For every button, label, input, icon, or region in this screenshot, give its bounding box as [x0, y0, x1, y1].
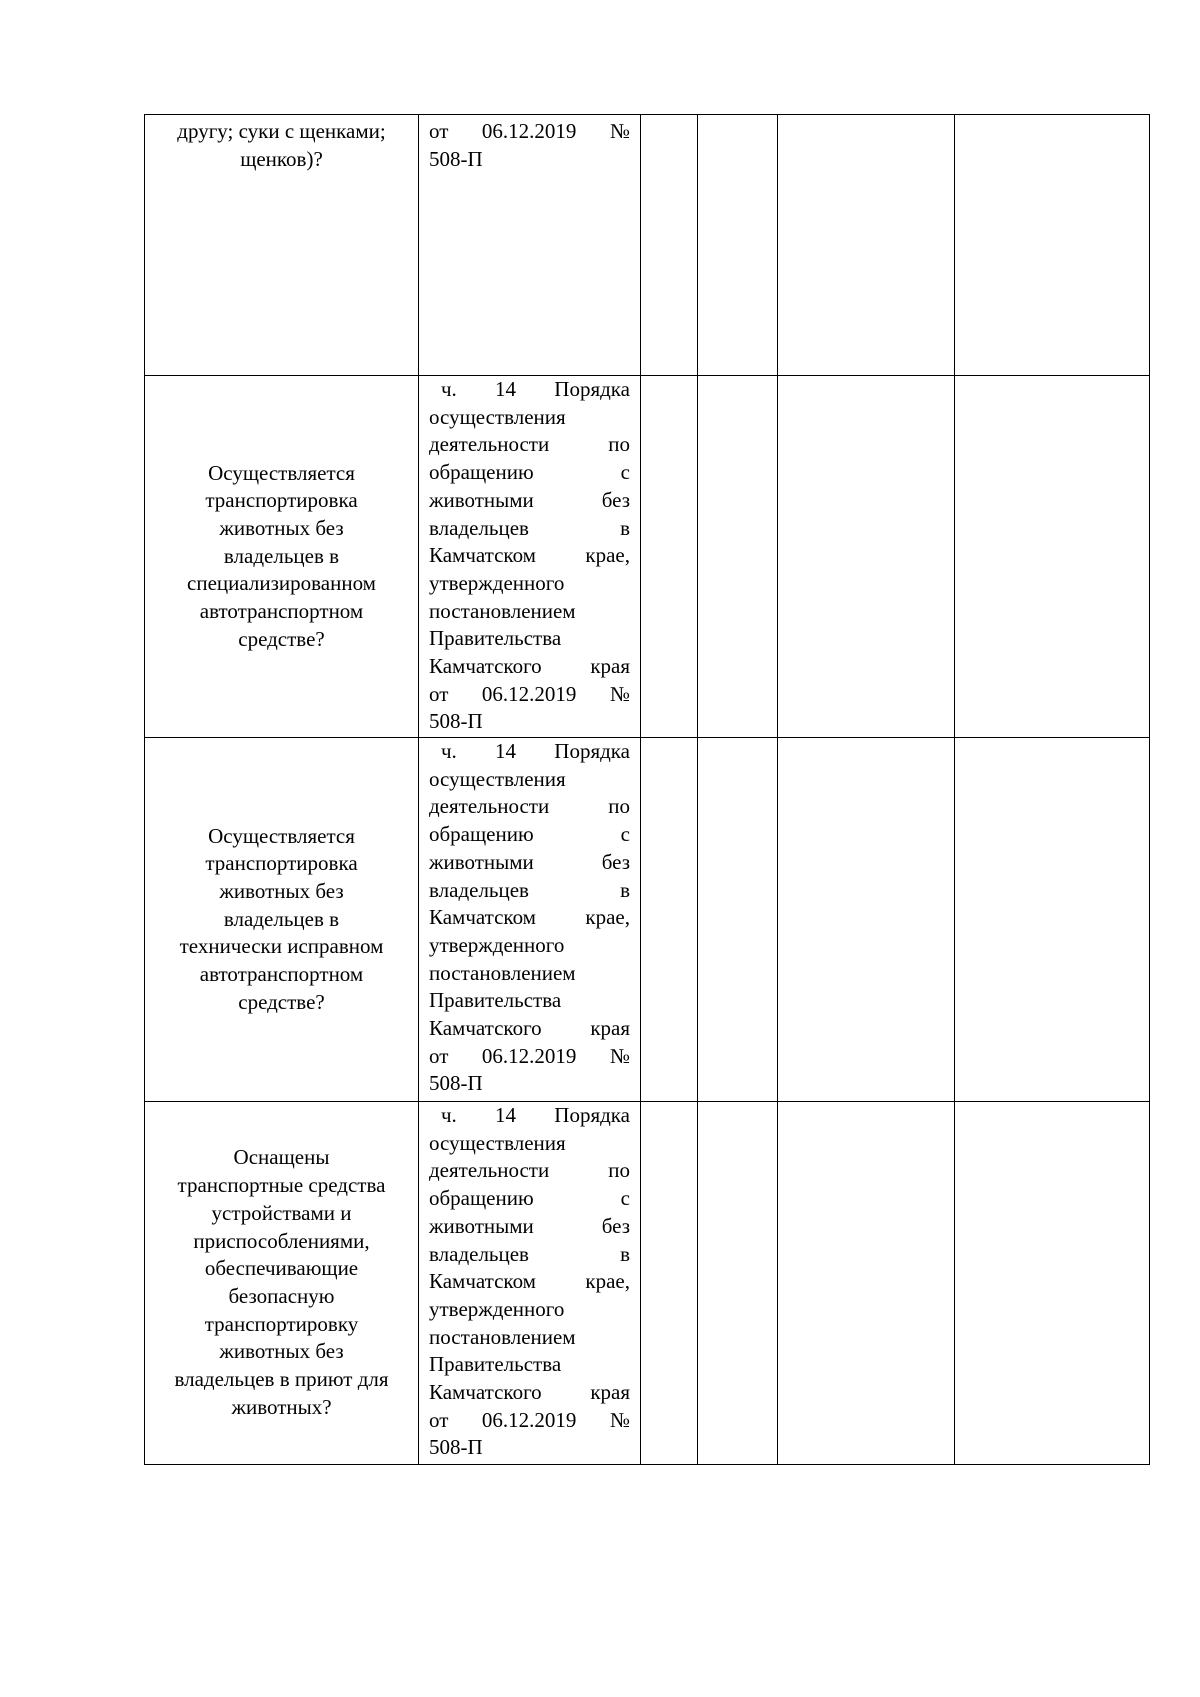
not-applicable-cell[interactable] [778, 115, 955, 376]
legal-basis-line: от 06.12.2019 № [429, 681, 630, 706]
legal-basis-line: Камчатского края [429, 1380, 630, 1405]
question-line: Осуществляется [208, 460, 355, 485]
question-line: устройствами и [211, 1200, 352, 1225]
legal-basis-line: Камчатском крае, [429, 543, 630, 568]
legal-basis-line: утвержденного [429, 570, 565, 595]
question-text [153, 823, 410, 1017]
legal-basis-line: от 06.12.2019 № [429, 1043, 630, 1068]
question-line: владельцев в [223, 543, 340, 568]
checklist-table [144, 114, 1150, 1465]
legal-basis-line: деятельности по [429, 1158, 630, 1183]
answer-yes-cell[interactable] [641, 1102, 698, 1465]
table-row [145, 115, 1150, 376]
legal-basis-line: от 06.12.2019 № [429, 1407, 630, 1432]
table-row [145, 738, 1150, 1102]
legal-basis-line: утвержденного [429, 1296, 565, 1321]
question-line: транспортировка [205, 851, 358, 876]
legal-basis-line: 508-П [429, 709, 483, 734]
legal-basis-line: осуществления [429, 766, 566, 791]
question-line: технически исправном [179, 934, 384, 959]
question-line: транспортировка [205, 488, 358, 513]
question-line: щенков)? [240, 146, 323, 171]
question-line: транспортировку [204, 1311, 359, 1336]
question-line: животных без [219, 515, 344, 540]
legal-basis-line: деятельности по [429, 432, 630, 457]
answer-no-cell[interactable] [698, 1102, 778, 1465]
legal-basis-line: владельцев в [429, 1241, 630, 1266]
question-line: Осуществляется [208, 823, 355, 848]
legal-basis-line: ч. 14 Порядка [441, 377, 630, 401]
table-row [145, 376, 1150, 738]
not-applicable-cell[interactable] [778, 1102, 955, 1465]
question-line: владельцев в [223, 906, 340, 931]
legal-basis-line: Правительства [429, 1352, 562, 1377]
answer-no-cell[interactable] [698, 738, 778, 1102]
legal-basis-line: 508-П [429, 1435, 483, 1460]
question-line: средстве? [238, 989, 325, 1014]
legal-basis-line: Правительства [429, 626, 562, 651]
answer-no-cell[interactable] [698, 376, 778, 738]
legal-basis-line: животными без [429, 487, 630, 512]
question-line: обеспечивающие [204, 1256, 359, 1281]
question-line: безопасную [228, 1284, 335, 1308]
question-cell [145, 1102, 419, 1465]
legal-basis-line: ч. 14 Порядка [441, 1103, 630, 1127]
question-line: средстве? [238, 626, 325, 651]
question-cell [145, 115, 419, 376]
note-cell[interactable] [955, 376, 1150, 738]
answer-yes-cell[interactable] [641, 738, 698, 1102]
question-line: Оснащены [233, 1145, 330, 1170]
legal-basis-cell [419, 738, 641, 1102]
legal-basis-line: постановлением [429, 598, 576, 623]
legal-basis-line: обращению с [429, 1186, 630, 1211]
not-applicable-cell[interactable] [778, 738, 955, 1102]
question-line: животных? [231, 1394, 332, 1419]
legal-basis-line: Камчатского края [429, 1016, 630, 1041]
note-cell[interactable] [955, 115, 1150, 376]
question-line: приспособлениями, [193, 1228, 370, 1253]
question-line: животных без [219, 1339, 344, 1364]
answer-no-cell[interactable] [698, 115, 778, 376]
legal-basis-line: утвержденного [429, 932, 565, 957]
legal-basis-line: осуществления [429, 1130, 566, 1155]
legal-basis-line: 508-П [429, 146, 483, 171]
not-applicable-cell[interactable] [778, 376, 955, 738]
question-line: транспортные средства [177, 1173, 386, 1198]
legal-basis-line: владельцев в [429, 515, 630, 540]
legal-basis-line: от 06.12.2019 № [429, 119, 630, 143]
legal-basis-line: постановлением [429, 1324, 576, 1349]
legal-basis-cell [419, 115, 641, 376]
legal-basis-text [429, 115, 630, 173]
legal-basis-line: постановлением [429, 960, 576, 985]
table-row [145, 1102, 1150, 1465]
question-line: животных без [219, 878, 344, 903]
question-line: автотранспортном [199, 599, 364, 624]
legal-basis-line: Камчатском крае, [429, 905, 630, 930]
legal-basis-cell [419, 376, 641, 738]
question-text [153, 1144, 410, 1421]
legal-basis-line: обращению с [429, 822, 630, 847]
legal-basis-line: 508-П [429, 1071, 483, 1096]
question-line: владельцев в приют для [174, 1367, 389, 1392]
question-line: другу; суки с щенками; [177, 119, 386, 143]
legal-basis-line: осуществления [429, 404, 566, 429]
legal-basis-line: обращению с [429, 460, 630, 485]
answer-yes-cell[interactable] [641, 376, 698, 738]
legal-basis-cell [419, 1102, 641, 1465]
legal-basis-line: Камчатского края [429, 654, 630, 679]
question-text [153, 118, 410, 173]
legal-basis-text [429, 1102, 630, 1462]
legal-basis-line: деятельности по [429, 794, 630, 819]
question-text [153, 460, 410, 654]
legal-basis-line: ч. 14 Порядка [441, 739, 630, 763]
note-cell[interactable] [955, 738, 1150, 1102]
legal-basis-line: владельцев в [429, 877, 630, 902]
legal-basis-line: Камчатском крае, [429, 1269, 630, 1294]
question-cell [145, 738, 419, 1102]
legal-basis-text [429, 376, 630, 736]
legal-basis-text [429, 738, 630, 1098]
question-cell [145, 376, 419, 738]
legal-basis-line: Правительства [429, 988, 562, 1013]
note-cell[interactable] [955, 1102, 1150, 1465]
question-line: автотранспортном [199, 962, 364, 987]
legal-basis-line: животными без [429, 1213, 630, 1238]
answer-yes-cell[interactable] [641, 115, 698, 376]
question-line: специализированном [187, 571, 376, 596]
legal-basis-line: животными без [429, 849, 630, 874]
